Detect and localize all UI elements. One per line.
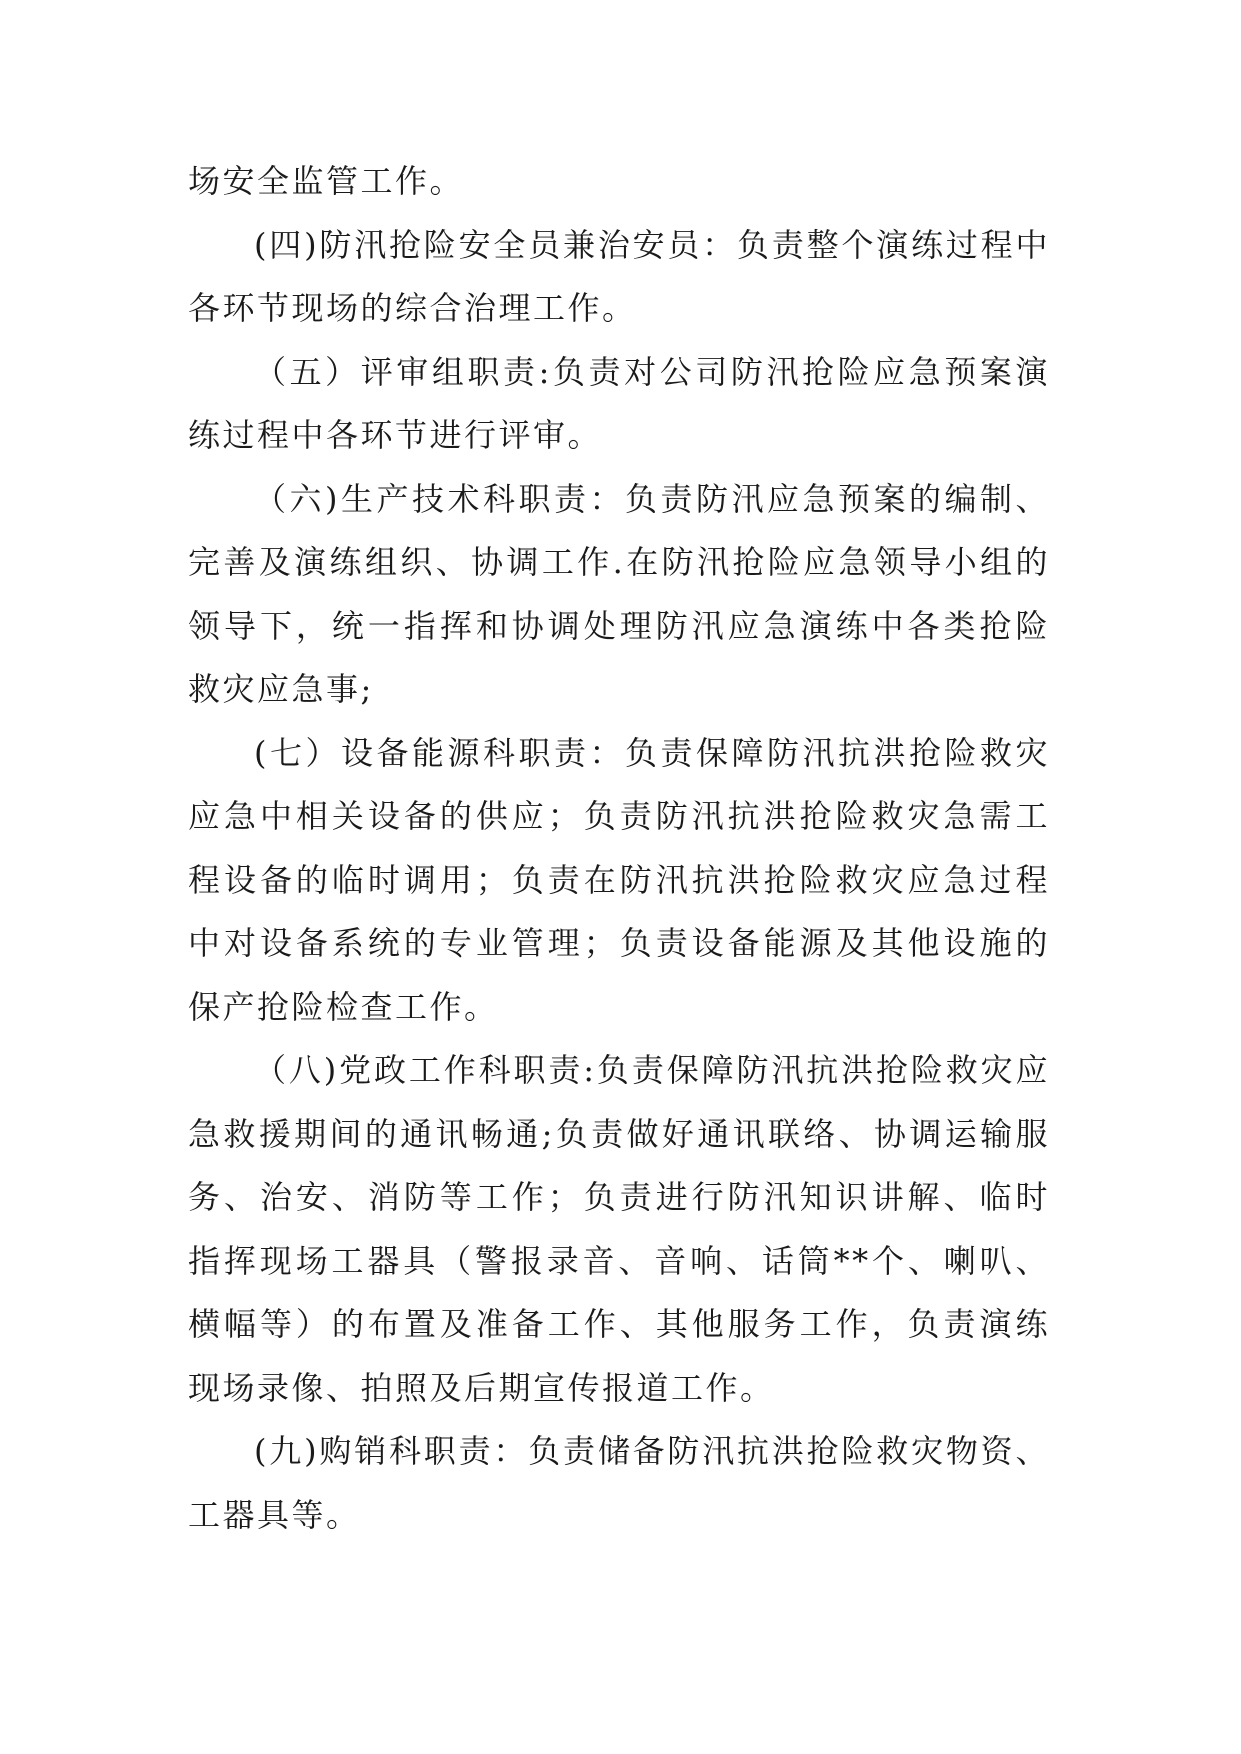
document-page xyxy=(188,150,1050,1547)
paragraph-procurement: (九)购销科职责：负责储备防汛抗洪抢险救灾物资、工器具等。 xyxy=(188,1432,1050,1534)
paragraph-security-officer: (四)防汛抢险安全员兼治安员：负责整个演练过程中各环节现场的综合治理工作。 xyxy=(188,225,1050,327)
paragraph-review-group: （五）评审组职责:负责对公司防汛抢险应急预案演练过程中各环节进行评审。 xyxy=(188,352,1050,454)
paragraph-party-admin: （八)党政工作科职责:负责保障防汛抗洪抢险救灾应急救援期间的通讯畅通;负责做好通讯联络、协调运输服务、治安、消防等工作；负责进行防汛知识讲解、临时指挥现场工器具（警报录音、音响、话筒**个、喇叭、横幅等）的布置及准备工作、其他服务工作，负责演练现场录像、拍照及后期宣传报道工作。 xyxy=(188,1051,1050,1407)
paragraph-equipment-energy: (七）设备能源科职责：负责保障防汛抗洪抢险救灾应急中相关设备的供应；负责防汛抗洪抢险救灾急需工程设备的临时调用；负责在防汛抗洪抢险救灾应急过程中对设备系统的专业管理；负责设备能源及其他设施的保产抢险检查工作。 xyxy=(188,733,1050,1026)
paragraph-continued: 场安全监管工作。 xyxy=(188,162,465,200)
paragraph-production-tech: （六)生产技术科职责：负责防汛应急预案的编制、完善及演练组织、协调工作.在防汛抢险应急领导小组的领导下，统一指挥和协调处理防汛应急演练中各类抢险救灾应急事; xyxy=(188,479,1050,708)
